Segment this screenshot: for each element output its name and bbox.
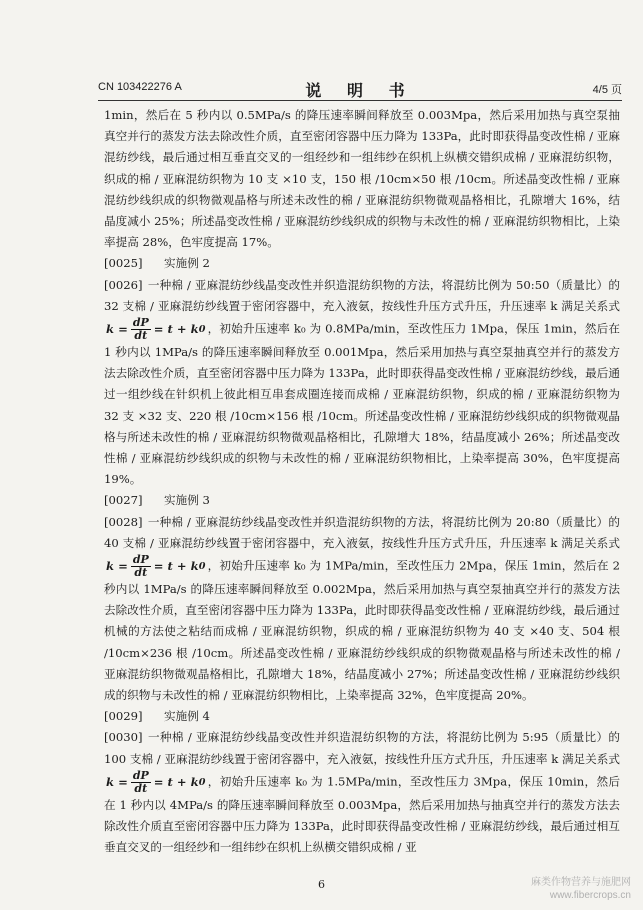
paragraph-text: ，初始升压速率 k₀ 为 1.5MPa/min，至改性压力 3Mpa，保压 10min，然后在 1 秒内以 4MPa/s 的降压速率瞬间释放至 0.003Mpa，然后采用加热与抽真空并行的蒸发方法去除改性介质直至密闭容器中压力降为 133Pa，此时即获得晶变改性棉 / 亚麻混纺纱线，最后通过相互垂直交叉的一组经纱和一组纬纱在织机上纵横交错织成棉 / 亚 [104, 774, 620, 855]
watermark [531, 876, 631, 902]
document-body [104, 105, 620, 859]
paragraph-tag: [0029] [104, 709, 143, 724]
paragraph-tag: [0026] [104, 277, 143, 292]
paragraph-text: 一种棉 / 亚麻混纺纱线晶变改性并织造混纺织物的方法，将混纺比例为 5:95（质量比）的 100 支棉 / 亚麻混纺纱线置于密闭容器中，充入液氨，按线性升压方式升压，升压速率 k 满足关系式 [104, 730, 621, 766]
document-title: 说 明 书 [305, 81, 415, 100]
paragraph-tag: [0025] [104, 256, 143, 271]
paragraph-tag: [0027] [104, 493, 143, 508]
paragraph-text: 一种棉 / 亚麻混纺纱线晶变改性并织造混纺织物的方法，将混纺比例为 50:50（质量比）的 32 支棉 / 亚麻混纺纱线置于密闭容器中，充入液氨，按线性升压方式升压，升压速率 k 满足关系式 [104, 277, 620, 313]
document-header [98, 78, 622, 100]
paragraph-text: ，初始升压速率 k₀ 为 0.8MPa/min，至改性压力 1Mpa，保压 1min，然后在 1 秒内以 1MPa/s 的降压速率瞬间释放至 0.001Mpa，然后采用加热与真空泵抽真空并行的蒸发方法去除改性介质，直至密闭容器中压力降为 133Pa，此时即获得晶变改性棉 / 亚麻混纺纱线，最后通过一组纱线在针织机上彼此相互串套成圈连接而成棉 / 亚麻混纺织物，织成的棉 / 亚麻混纺织物为 32 支 ×32 支、220 根 /10cm×156 根 /10cm。所述晶变改性棉 / 亚麻混纺纱线织成的织物微观晶格与所述未改性的棉 / 亚麻混纺织物微观晶格相比，孔隙增大 18%，结晶度减小 26%；所述晶变改性棉 / 亚麻混纺纱线织成的织物与未改性的棉 / 亚麻混纺织物相比，上染率提高 30%，色牢度提高 19%。 [104, 321, 620, 487]
rate-formula: k = $\frac{dP}{dt}$ = t + k 0 [106, 768, 206, 795]
paragraph-0029 [104, 706, 620, 727]
rate-formula: k = $\frac{dP}{dt}$ = t + k 0 [106, 316, 206, 343]
paragraph-tag: [0030] [104, 730, 143, 745]
paragraph-text: 一种棉 / 亚麻混纺纱线晶变改性并织造混纺织物的方法，将混纺比例为 20:80（质量比）的 40 支棉 / 亚麻混纺纱线置于密闭容器中，充入液氨，按线性升压方式升压，升压速率 k 满足关系式 [104, 514, 620, 550]
header-rule [98, 100, 622, 101]
paragraph-0025 [104, 253, 620, 274]
watermark-line-1: 麻类作物营养与施肥网 [531, 877, 631, 888]
paragraph-text: ，初始升压速率 k₀ 为 1MPa/min，至改性压力 2Mpa，保压 1min，然后在 2 秒内以 1MPa/s 的降压速率瞬间释放至 0.002Mpa，然后采用加热与真空泵抽真空并行的蒸发方法去除改性介质，直至密闭容器中压力降为 133Pa，此时即获得晶变改性棉 / 亚麻混纺纱线，最后通过机械的方法使之粘结而成棉 / 亚麻混纺织物，织成的棉 / 亚麻混纺织物为 40 支 ×40 支、504 根 /10cm×236 根 /10cm。所述晶变改性棉 / 亚麻混纺纱线织成的织物微观晶格与所述未改性的棉 / 亚麻混纺织物微观晶格相比，孔隙增大 18%，结晶度减小 27%；所述晶变改性棉 / 亚麻混纺纱线织成的织物与未改性的棉 / 亚麻混纺织物相比，上染率提高 32%，色牢度提高 20%。 [104, 558, 620, 703]
watermark-line-2: www.fibercrops.cn [549, 890, 631, 901]
intro-paragraph: 1min，然后在 5 秒内以 0.5MPa/s 的降压速率瞬间释放至 0.003Mpa，然后采用加热与真空泵抽真空并行的蒸发方法去除改性介质，直至密闭容器中压力降为 133Pa，此时即获得晶变改性棉 / 亚麻混纺纱线，最后通过相互垂直交叉的一组经纱和一组纬纱在织机上纵横交错织成棉 / 亚麻混纺织物，织成的棉 / 亚麻混纺织物为 10 支 ×10 支，150 根 /10cm×50 根 /10cm。所述晶变改性棉 / 亚麻混纺纱线织成的织物微观晶格与所述未改性的棉 / 亚麻混纺织物微观晶格相比，孔隙增大 16%，结晶度减小 25%；所述晶变改性棉 / 亚麻混纺纱线织成的织物与未改性的棉 / 亚麻混纺织物相比，上染率提高 28%，色牢度提高 17%。 [104, 108, 620, 250]
paragraph-0026 [104, 275, 620, 491]
paragraph-0027 [104, 490, 620, 511]
page-info: 4/5 页 [592, 84, 622, 96]
paragraph-0028 [104, 512, 620, 707]
page-number: 6 [318, 878, 325, 891]
paragraph-heading: 实施例 4 [164, 709, 210, 724]
paragraph-heading: 实施例 3 [164, 493, 210, 508]
rate-formula: k = $\frac{dP}{dt}$ = t + k 0 [106, 553, 206, 580]
paragraph-tag: [0028] [104, 514, 143, 529]
paragraph-heading: 实施例 2 [164, 256, 210, 271]
document-number: CN 103422276 A [98, 81, 182, 93]
paragraph-0030 [104, 727, 620, 858]
